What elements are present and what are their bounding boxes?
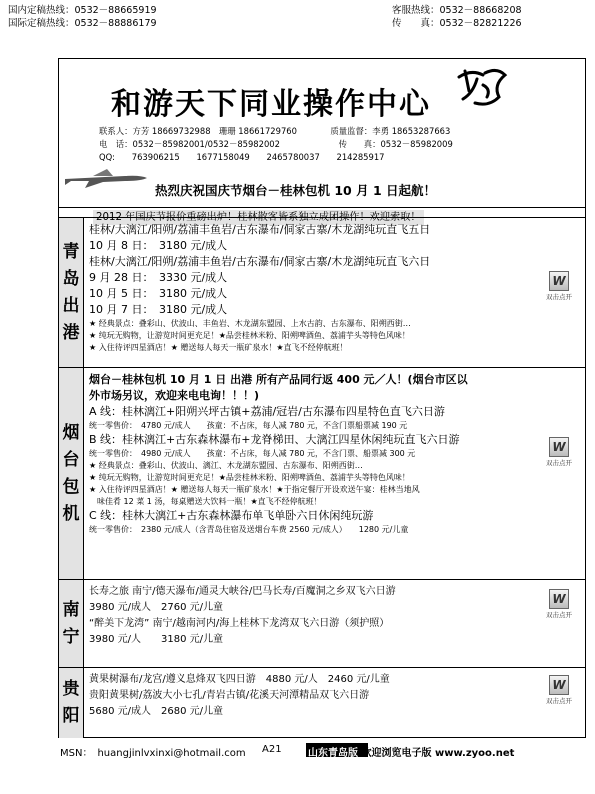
domestic-hotlines xyxy=(8,4,157,30)
footer-msn: MSN： huangjinlvxinxi@hotmail.com xyxy=(60,748,246,759)
route-feature: ★ 入住待评四星酒店！★ 赠送每人每天一瓶矿泉水！★直飞不经停航班！ xyxy=(89,343,348,352)
contact-phone: 电 话：0532－85982001/0532－85982002 传 真：0532－85982009 xyxy=(99,139,453,149)
slogan: 热烈庆祝国庆节烟台－桂林包机 10 月 1 日起航！ xyxy=(155,183,437,198)
section-label-qingdao: 青 岛 出 港 xyxy=(59,218,84,368)
page-frame xyxy=(58,58,586,738)
charter-notice: 烟台－桂林包机 10 月 1 日 出港 所有产品同行返 400 元／人！(烟台市区以 xyxy=(89,373,468,386)
route-feature: ★ 纯玩无购物，让游览时间更充足！★品尝桂林米粉、阳朔啤酒鱼、荔浦芋头等特色风味！ xyxy=(89,473,410,482)
route-price: 统一零售价： 2380 元/成人（含青岛住宿及送烟台车费 2560 元/成人） 1280 元/儿童 xyxy=(89,525,409,534)
contact-qq: QQ: 763906215 1677158049 2465780037 214285917 xyxy=(99,152,385,162)
route-price: 统一零售价： 4980 元/成人 孩童：不占床，每人减 780 元，不含门票、船票减 300 元 xyxy=(89,449,416,458)
word-document-icon[interactable]: W 双击点开 xyxy=(539,589,579,619)
route-title: 长寿之旅 南宁/德天瀑布/通灵大峡谷/巴马长寿/百魔洞之乡双飞六日游 xyxy=(89,586,396,597)
route-title: 桂林/大漓江/阳朔/荔浦丰鱼岩/古东瀑布/侗家古寨/木龙湖纯玩直飞六日 xyxy=(89,255,431,268)
route-feature: ★ 纯玩无购物，让游览时间更充足！★品尝桂林米粉、阳朔啤酒鱼、荔浦芋头等特色风味！ xyxy=(89,331,410,340)
international-hotline: 国际定稿热线：0532－88886179 xyxy=(8,18,157,29)
route-feature: ★ 入住待评四星酒店！★ 赠送每人每天一瓶矿泉水！★于指定餐厅开设欢送午宴：桂林当地风 xyxy=(89,485,420,494)
section-label-yantai: 烟 台 包 机 xyxy=(59,368,84,580)
airplane-icon xyxy=(63,167,149,189)
section-guiyang xyxy=(59,667,585,738)
route-price: 10 月 7 日： 3180 元/成人 xyxy=(89,303,228,316)
route-list xyxy=(89,222,509,354)
route-title: A 线：桂林漓江+阳朔兴坪古镇+荔浦/冠岩/古东瀑布四星特色直飞六日游 xyxy=(89,405,445,418)
fax-hotline: 传 真：0532－82821226 xyxy=(392,18,522,29)
page-number: A21 xyxy=(262,744,282,755)
word-document-icon[interactable]: W 双击点开 xyxy=(539,675,579,705)
route-feature: ★ 经典景点：叠彩山、伏波山、漓江、木龙湖东盟园、古东瀑布、阳朔西街… xyxy=(89,461,363,470)
route-price: 10 月 5 日： 3180 元/成人 xyxy=(89,287,228,300)
section-qingdao xyxy=(59,217,585,368)
route-price: 3980 元/成人 2760 元/儿童 xyxy=(89,602,223,613)
section-nanning xyxy=(59,579,585,668)
route-price: 10 月 8 日： 3180 元/成人 xyxy=(89,239,228,252)
route-title: 桂林/大漓江/阳朔/荔浦丰鱼岩/古东瀑布/侗家古寨/木龙湖纯玩直飞五日 xyxy=(89,223,431,236)
word-document-icon[interactable]: W 双击点开 xyxy=(539,437,579,467)
route-list xyxy=(89,372,509,536)
page-title: 和游天下同业操作中心 xyxy=(111,87,431,122)
route-price: 5680 元/成人 2680 元/儿童 xyxy=(89,706,223,717)
route-title: 贵阳黄果树/荔波大小七孔/青岩古镇/花溪天河潭精品双飞六日游 xyxy=(89,690,370,701)
route-list xyxy=(89,672,509,720)
route-title: B 线：桂林漓江+古东森林瀑布+龙脊梯田、大漓江四星休闲纯玩直飞六日游 xyxy=(89,433,460,446)
service-hotlines xyxy=(392,4,522,30)
service-hotline: 客服热线：0532－88668208 xyxy=(392,5,522,16)
domestic-hotline: 国内定稿热线：0532－88665919 xyxy=(8,5,157,16)
route-title: C 线：桂林大漓江+古东森林瀑布单飞单卧六日休闲纯玩游 xyxy=(89,509,374,522)
section-yantai xyxy=(59,367,585,580)
contact-people: 联系人：方芳 18669732988 珊珊 18661729760 质量监督：李勇 18653287663 xyxy=(99,126,451,136)
notice-banner: 2012 年国庆节报价重磅出炉！桂林散客皆系独立成团操作！欢迎索取！ xyxy=(93,210,424,225)
route-price: 3980 元/人 3180 元/儿童 xyxy=(89,634,223,645)
header xyxy=(59,59,585,208)
section-label-nanning: 南 宁 xyxy=(59,580,84,668)
route-title: “醉美下龙湾” 南宁/越南河内/海上桂林下龙湾双飞六日游（须护照） xyxy=(89,618,390,629)
word-document-icon[interactable]: W 双击点开 xyxy=(539,271,579,301)
footer-banner: 山东青岛版 欢迎浏览电子版 www.zyoo.net xyxy=(308,748,515,759)
route-price: 统一零售价： 4780 元/成人 孩童：不占床，每人减 780 元，不含门票船票减 190 元 xyxy=(89,421,408,430)
route-price: 9 月 28 日： 3330 元/成人 xyxy=(89,271,228,284)
section-label-guiyang: 贵 阳 xyxy=(59,668,84,738)
route-list xyxy=(89,584,509,648)
route-title: 黄果树瀑布/龙宫/遵义息烽双飞四日游 4880 元/人 2460 元/儿童 xyxy=(89,674,390,685)
charter-notice: 外市场另议，欢迎来电电询！！！) xyxy=(89,389,260,402)
route-feature: ★ 经典景点：叠彩山、伏波山、丰鱼岩、木龙湖东盟园、上水古韵、古东瀑布、阳朔西街… xyxy=(89,319,411,328)
footer-banner-text: 欢迎浏览电子版 www.zyoo.net xyxy=(361,748,515,759)
calligraphy-seal-icon xyxy=(453,63,513,111)
route-feature: 味佳肴 12 菜 1 汤，每桌赠送大饮料一瓶！★直飞不经停航班！ xyxy=(89,497,322,506)
